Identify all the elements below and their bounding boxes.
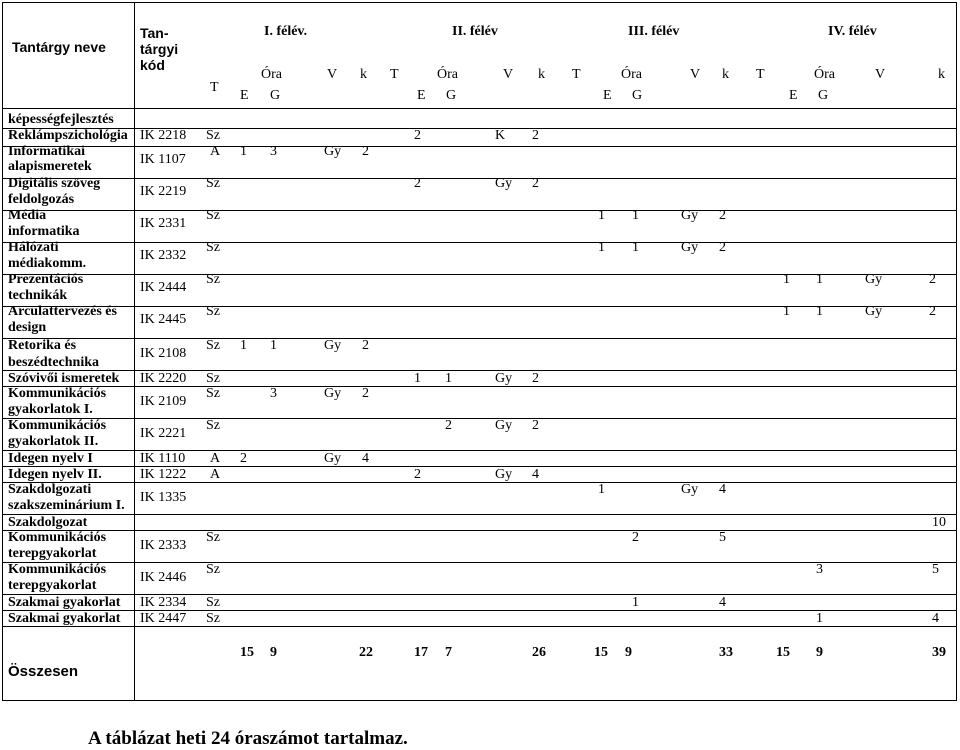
- total-value: 15: [776, 645, 790, 660]
- cell-value: 2: [445, 418, 452, 433]
- subheader-label: k: [360, 67, 367, 82]
- subheader-label: k: [938, 67, 945, 82]
- subject-name: Arculattervezés és: [8, 304, 117, 319]
- subheader-label: k: [722, 67, 729, 82]
- subject-name: Reklámpszichológia: [8, 128, 128, 143]
- subheader-eg: E: [240, 88, 249, 103]
- subject-code: IK 2109: [140, 394, 187, 409]
- subject-name: Kommunikációs: [8, 418, 107, 433]
- cell-value: 1: [632, 595, 639, 610]
- semester-header: IV. félév: [828, 24, 877, 39]
- cell-value: Gy: [324, 338, 342, 353]
- subject-name: Prezentációs: [8, 272, 84, 287]
- cell-value: Gy: [495, 467, 513, 482]
- cell-value: 2: [532, 176, 539, 191]
- cell-value: 4: [362, 451, 369, 466]
- cell-value: A: [210, 467, 221, 482]
- cell-value: Sz: [206, 304, 220, 319]
- subject-code: IK 2332: [140, 248, 187, 263]
- cell-value: Gy: [324, 451, 342, 466]
- cell-value: Gy: [681, 240, 699, 255]
- cell-value: 5: [719, 530, 726, 545]
- cell-value: 2: [929, 272, 936, 287]
- subject-name: beszédtechnika: [8, 355, 99, 370]
- cell-value: 3: [270, 386, 277, 401]
- cell-value: 2: [532, 128, 539, 143]
- cell-value: 1: [598, 208, 605, 223]
- cell-value: 2: [532, 371, 539, 386]
- cell-value: 4: [532, 467, 539, 482]
- subheader-label: Óra: [621, 67, 642, 82]
- cell-value: Sz: [206, 176, 220, 191]
- subject-code: IK 2108: [140, 346, 187, 361]
- cell-value: 2: [414, 467, 421, 482]
- footer-note: A táblázat heti 24 óraszámot tartalmaz.: [88, 728, 408, 749]
- subject-name: Retorika és: [8, 338, 77, 353]
- cell-value: 2: [362, 386, 369, 401]
- subject-code: IK 2334: [140, 595, 187, 610]
- cell-value: 2: [719, 208, 726, 223]
- cell-value: 2: [240, 451, 247, 466]
- cell-value: 3: [270, 144, 277, 159]
- header-code-line: kód: [140, 57, 165, 73]
- cell-value: 2: [532, 418, 539, 433]
- subject-name: Szakmai gyakorlat: [8, 595, 121, 610]
- cell-value: 2: [719, 240, 726, 255]
- subheader-label: Óra: [261, 67, 282, 82]
- subheader-eg: E: [603, 88, 612, 103]
- subject-name: terepgyakorlat: [8, 578, 97, 593]
- cell-value: Sz: [206, 128, 220, 143]
- total-label: Összesen: [8, 663, 79, 680]
- subheader-label: V: [327, 67, 338, 82]
- cell-value: Sz: [206, 371, 220, 386]
- total-value: 7: [445, 645, 452, 660]
- semester-header: III. félév: [628, 24, 680, 39]
- cell-value: 1: [783, 272, 790, 287]
- subject-name: Digitális szöveg: [8, 176, 101, 191]
- subject-name: Média: [8, 208, 47, 223]
- subject-code: IK 2447: [140, 611, 187, 626]
- subject-name: Szakmai gyakorlat: [8, 611, 121, 626]
- cell-value: 1: [816, 272, 823, 287]
- subject-name: médiakomm.: [8, 256, 87, 271]
- subject-name: Idegen nyelv I: [8, 451, 93, 466]
- cell-value: 1: [816, 611, 823, 626]
- subheader-eg: G: [446, 88, 457, 103]
- subject-name: feldolgozás: [8, 192, 75, 207]
- subject-code: IK 2331: [140, 216, 187, 231]
- subject-code: IK 2221: [140, 426, 187, 441]
- cell-value: 4: [932, 611, 939, 626]
- subheader-eg: G: [818, 88, 829, 103]
- subheader-label: Óra: [814, 67, 835, 82]
- cell-value: 1: [445, 371, 452, 386]
- cell-value: 4: [719, 595, 726, 610]
- subject-name: design: [8, 320, 47, 335]
- cell-value: Sz: [206, 530, 220, 545]
- cell-value: 2: [929, 304, 936, 319]
- cell-value: Sz: [206, 562, 220, 577]
- subject-name: terepgyakorlat: [8, 546, 97, 561]
- total-value: 15: [594, 645, 608, 660]
- subject-name: gyakorlatok II.: [8, 434, 99, 449]
- subject-code: IK 2445: [140, 312, 187, 327]
- total-value: 26: [532, 645, 546, 660]
- total-value: 17: [414, 645, 428, 660]
- cell-value: Sz: [206, 386, 220, 401]
- header-code-line: tárgyi: [140, 41, 179, 57]
- total-value: 9: [625, 645, 632, 660]
- subject-code: IK 2446: [140, 570, 187, 585]
- section-title: képességfejlesztés: [8, 112, 114, 127]
- subheader-label: T: [756, 67, 765, 82]
- subheader-eg: G: [270, 88, 281, 103]
- total-value: 39: [932, 645, 946, 660]
- cell-value: 1: [783, 304, 790, 319]
- subject-name: Kommunikációs: [8, 562, 107, 577]
- subject-name: Kommunikációs: [8, 386, 107, 401]
- cell-value: 1: [598, 240, 605, 255]
- total-value: 9: [816, 645, 823, 660]
- subject-name: Szóvivői ismeretek: [8, 371, 120, 386]
- total-value: 9: [270, 645, 277, 660]
- subject-name: technikák: [8, 288, 68, 303]
- subject-name: szakszeminárium I.: [8, 498, 125, 513]
- cell-value: 5: [932, 562, 939, 577]
- cell-value: 1: [240, 144, 247, 159]
- subheader-label: V: [503, 67, 514, 82]
- cell-value: Gy: [681, 482, 699, 497]
- subheader-label: Óra: [437, 67, 458, 82]
- subject-name: informatika: [8, 224, 80, 239]
- cell-value: 1: [632, 240, 639, 255]
- subject-name: alapismeretek: [8, 159, 92, 174]
- cell-value: 1: [240, 338, 247, 353]
- cell-value: 2: [362, 338, 369, 353]
- subheader-eg: E: [789, 88, 798, 103]
- subject-code: IK 1110: [140, 451, 186, 466]
- cell-value: 1: [598, 482, 605, 497]
- header-type-label: T: [210, 80, 219, 95]
- total-value: 22: [359, 645, 373, 660]
- cell-value: Sz: [206, 595, 220, 610]
- cell-value: K: [495, 128, 506, 143]
- subject-name: Idegen nyelv II.: [8, 467, 102, 482]
- header-code-line: Tan-: [140, 25, 169, 41]
- cell-value: 1: [816, 304, 823, 319]
- cell-value: Gy: [495, 371, 513, 386]
- subject-code: IK 1107: [140, 152, 186, 167]
- subject-code: IK 2219: [140, 184, 187, 199]
- subject-name: Informatikai: [8, 144, 85, 159]
- cell-value: 1: [414, 371, 421, 386]
- cell-value: Gy: [324, 144, 342, 159]
- subheader-label: V: [690, 67, 701, 82]
- cell-value: Sz: [206, 611, 220, 626]
- cell-value: 10: [932, 515, 946, 530]
- semester-header: I. félév.: [264, 24, 308, 39]
- header-subject-name: Tantárgy neve: [12, 39, 106, 55]
- subheader-label: V: [875, 67, 886, 82]
- cell-value: Gy: [865, 272, 883, 287]
- cell-value: 2: [362, 144, 369, 159]
- subject-name: Szakdolgozati: [8, 482, 92, 497]
- cell-value: 2: [632, 530, 639, 545]
- semester-header: II. félév: [452, 24, 498, 39]
- cell-value: Gy: [681, 208, 699, 223]
- subject-code: IK 2333: [140, 538, 187, 553]
- cell-value: A: [210, 144, 221, 159]
- total-value: 15: [240, 645, 254, 660]
- cell-value: Gy: [495, 418, 513, 433]
- cell-value: 2: [414, 128, 421, 143]
- subject-code: IK 2444: [140, 280, 187, 295]
- cell-value: Gy: [324, 386, 342, 401]
- cell-value: Gy: [865, 304, 883, 319]
- cell-value: Sz: [206, 338, 220, 353]
- subject-name: Hálózati: [8, 240, 59, 255]
- cell-value: Sz: [206, 272, 220, 287]
- subject-code: IK 2218: [140, 128, 187, 143]
- cell-value: 3: [816, 562, 823, 577]
- cell-value: 4: [719, 482, 726, 497]
- subject-code: IK 2220: [140, 371, 187, 386]
- cell-value: A: [210, 451, 221, 466]
- subject-code: IK 1335: [140, 490, 187, 505]
- subheader-label: T: [572, 67, 581, 82]
- subheader-label: k: [538, 67, 545, 82]
- subject-name: Szakdolgozat: [8, 515, 88, 530]
- cell-value: 2: [414, 176, 421, 191]
- cell-value: Sz: [206, 418, 220, 433]
- cell-value: 1: [632, 208, 639, 223]
- total-value: 33: [719, 645, 733, 660]
- subheader-eg: G: [632, 88, 643, 103]
- cell-value: 1: [270, 338, 277, 353]
- cell-value: Gy: [495, 176, 513, 191]
- cell-value: Sz: [206, 208, 220, 223]
- cell-value: Sz: [206, 240, 220, 255]
- subject-name: Kommunikációs: [8, 530, 107, 545]
- subject-name: gyakorlatok I.: [8, 402, 93, 417]
- subheader-eg: E: [417, 88, 426, 103]
- subject-code: IK 1222: [140, 467, 187, 482]
- subheader-label: T: [390, 67, 399, 82]
